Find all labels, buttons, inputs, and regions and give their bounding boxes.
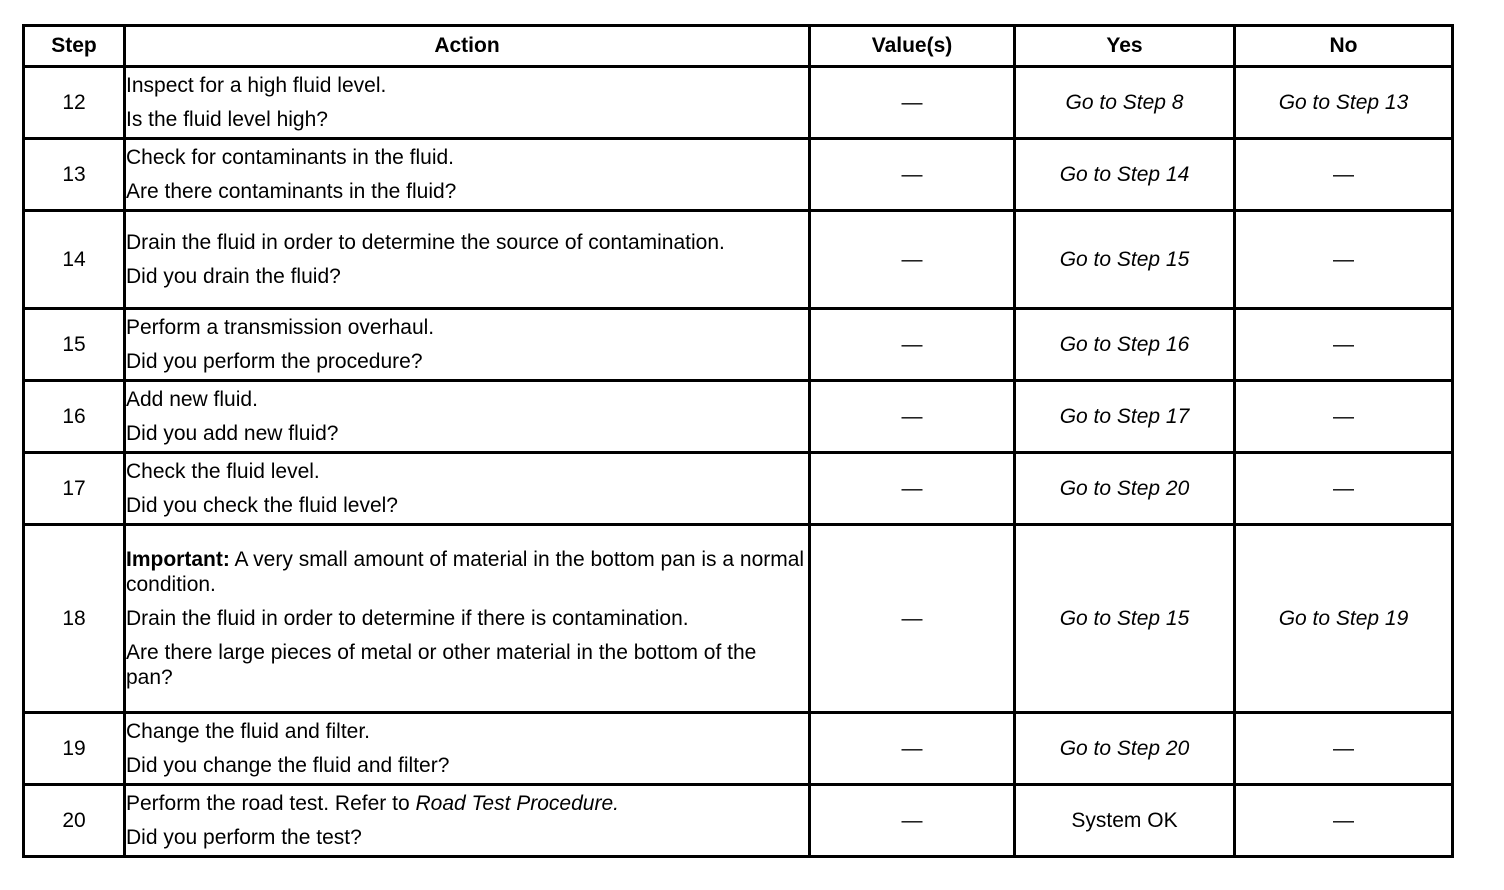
step-number: 13 bbox=[24, 139, 125, 211]
header-values: Value(s) bbox=[810, 26, 1015, 67]
step-number: 15 bbox=[24, 309, 125, 381]
step-number: 14 bbox=[24, 211, 125, 309]
action-question: Did you perform the test? bbox=[126, 826, 362, 849]
important-label: Important: bbox=[126, 548, 230, 571]
table-row bbox=[24, 309, 1453, 381]
yes-cell: Go to Step 20 bbox=[1015, 453, 1235, 525]
action-instruction: Drain the fluid in order to determine if there is contamination. bbox=[126, 607, 689, 630]
action-instruction: Perform a transmission overhaul. bbox=[126, 316, 435, 339]
table-row bbox=[24, 525, 1453, 713]
step-number: 12 bbox=[24, 67, 125, 139]
yes-cell: Go to Step 8 bbox=[1015, 67, 1235, 139]
action-instruction: Inspect for a high fluid level. bbox=[126, 74, 387, 97]
action-cell bbox=[125, 381, 810, 453]
yes-cell: Go to Step 15 bbox=[1015, 525, 1235, 713]
value-cell: — bbox=[810, 525, 1015, 713]
action-cell bbox=[125, 67, 810, 139]
no-cell: — bbox=[1235, 713, 1453, 785]
action-question: Did you change the fluid and filter? bbox=[126, 754, 450, 777]
important-note bbox=[126, 547, 808, 597]
table-row bbox=[24, 713, 1453, 785]
value-cell: — bbox=[810, 381, 1015, 453]
action-cell bbox=[125, 713, 810, 785]
action-question: Are there contaminants in the fluid? bbox=[126, 180, 457, 203]
no-cell: — bbox=[1235, 211, 1453, 309]
action-cell bbox=[125, 525, 810, 713]
action-question: Did you drain the fluid? bbox=[126, 265, 341, 288]
table-row bbox=[24, 67, 1453, 139]
step-number: 18 bbox=[24, 525, 125, 713]
table-row bbox=[24, 453, 1453, 525]
header-action: Action bbox=[125, 26, 810, 67]
action-instruction: Check for contaminants in the fluid. bbox=[126, 146, 455, 169]
action-instruction: Change the fluid and filter. bbox=[126, 720, 371, 743]
action-cell bbox=[125, 211, 810, 309]
table-row bbox=[24, 381, 1453, 453]
action-instruction: Add new fluid. bbox=[126, 388, 258, 411]
no-cell: — bbox=[1235, 309, 1453, 381]
action-question: Are there large pieces of metal or other material in the bottom of the pan? bbox=[126, 641, 757, 689]
yes-cell: Go to Step 17 bbox=[1015, 381, 1235, 453]
yes-cell: System OK bbox=[1015, 785, 1235, 857]
step-number: 16 bbox=[24, 381, 125, 453]
no-cell: Go to Step 19 bbox=[1235, 525, 1453, 713]
action-question: Did you perform the procedure? bbox=[126, 350, 423, 373]
no-cell: — bbox=[1235, 139, 1453, 211]
action-instruction: Check the fluid level. bbox=[126, 460, 320, 483]
value-cell: — bbox=[810, 139, 1015, 211]
yes-cell: Go to Step 20 bbox=[1015, 713, 1235, 785]
action-question: Did you check the fluid level? bbox=[126, 494, 398, 517]
no-cell: — bbox=[1235, 381, 1453, 453]
yes-cell: Go to Step 14 bbox=[1015, 139, 1235, 211]
no-cell: — bbox=[1235, 453, 1453, 525]
no-cell: Go to Step 13 bbox=[1235, 67, 1453, 139]
instruction-text: Perform the road test. Refer to bbox=[126, 792, 416, 815]
table-row bbox=[24, 139, 1453, 211]
action-cell bbox=[125, 139, 810, 211]
value-cell: — bbox=[810, 453, 1015, 525]
action-cell bbox=[125, 453, 810, 525]
header-no: No bbox=[1235, 26, 1453, 67]
step-number: 20 bbox=[24, 785, 125, 857]
important-text: A very small amount of material in the bottom pan is a normal condition. bbox=[126, 548, 805, 596]
yes-cell: Go to Step 16 bbox=[1015, 309, 1235, 381]
table-row bbox=[24, 785, 1453, 857]
action-question: Is the fluid level high? bbox=[126, 108, 328, 131]
action-instruction: Drain the fluid in order to determine the source of contamination. bbox=[126, 231, 725, 254]
no-cell: — bbox=[1235, 785, 1453, 857]
step-number: 17 bbox=[24, 453, 125, 525]
table-header-row bbox=[24, 26, 1453, 67]
header-yes: Yes bbox=[1015, 26, 1235, 67]
action-cell bbox=[125, 309, 810, 381]
diagnostic-table bbox=[22, 24, 1454, 858]
yes-cell: Go to Step 15 bbox=[1015, 211, 1235, 309]
value-cell: — bbox=[810, 211, 1015, 309]
table-row bbox=[24, 211, 1453, 309]
value-cell: — bbox=[810, 785, 1015, 857]
action-cell bbox=[125, 785, 810, 857]
step-number: 19 bbox=[24, 713, 125, 785]
header-step: Step bbox=[24, 26, 125, 67]
value-cell: — bbox=[810, 713, 1015, 785]
value-cell: — bbox=[810, 67, 1015, 139]
action-question: Did you add new fluid? bbox=[126, 422, 339, 445]
value-cell: — bbox=[810, 309, 1015, 381]
procedure-reference: Road Test Procedure. bbox=[415, 792, 619, 815]
action-instruction bbox=[126, 791, 808, 816]
